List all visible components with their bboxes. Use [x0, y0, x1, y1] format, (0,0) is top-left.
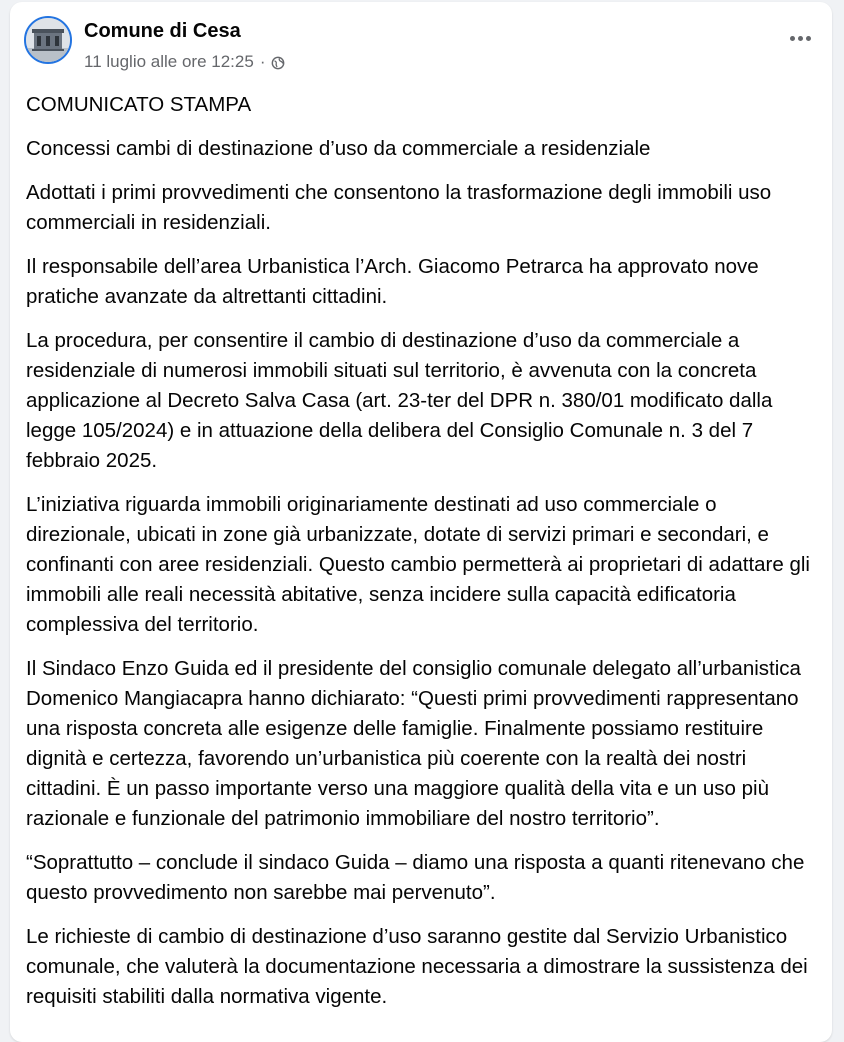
meta-separator: ·	[259, 52, 266, 71]
post-meta	[84, 52, 285, 72]
globe-icon[interactable]	[271, 55, 285, 69]
post-paragraph-heading: COMUNICATO STAMPA	[26, 93, 252, 116]
post-paragraph: L’iniziativa riguarda immobili originariamente destinati ad uso commerciale o direzionale, ubicati in zone già urbanizzate, dotate di servizi primari e secondari, e confinanti con aree residenziali. Questo cambio permetterà ai proprietari di adattare gli immobili alle reali necessità abitative, senza incidere sulla capacità edificatoria complessiva del territorio.	[26, 493, 810, 636]
post-paragraph-title: Concessi cambi di destinazione d’uso da commerciale a residenziale	[26, 137, 651, 160]
post-paragraph: Il Sindaco Enzo Guida ed il presidente del consiglio comunale delegato all’urbanistica Domenico Mangiacapra hanno dichiarato: “Questi primi provvedimenti rappresentano una risposta concreta alle esigenze delle famiglie. Finalmente possiamo restituire dignità e certezza, favorendo un’urbanistica più coerente con la realtà dei nostri cittadini. È un passo importante verso una maggiore qualità della vita e un uso più razionale e funzionale del patrimonio immobiliare del nostro territorio”.	[26, 657, 801, 830]
post-header	[24, 16, 820, 76]
post-paragraph: Le richieste di cambio di destinazione d’uso saranno gestite dal Servizio Urbanistico comunale, che valuterà la documentazione necessaria a dimostrare la sussistenza dei requisiti stabiliti dalla normativa vigente.	[26, 925, 808, 1008]
post-author[interactable]: Comune di Cesa	[84, 20, 241, 42]
post-paragraph: Adottati i primi provvedimenti che consentono la trasformazione degli immobili uso commerciali in residenziali.	[26, 181, 772, 234]
post-body	[26, 90, 826, 1026]
post-paragraph: Il responsabile dell’area Urbanistica l’Arch. Giacomo Petrarca ha approvato nove pratiche avanzate da altrettanti cittadini.	[26, 255, 759, 308]
more-options-icon[interactable]	[784, 26, 816, 50]
avatar[interactable]	[24, 16, 72, 64]
post-paragraph: “Soprattutto – conclude il sindaco Guida – diamo una risposta a quanti ritenevano che questo provvedimento non sarebbe mai pervenuto”.	[26, 851, 805, 904]
town-hall-icon	[26, 18, 70, 62]
post-card	[10, 2, 832, 1042]
post-paragraph: La procedura, per consentire il cambio di destinazione d’uso da commerciale a residenziale di numerosi immobili situati sul territorio, è avvenuta con la concreta applicazione al Decreto Salva Casa (art. 23-ter del DPR n. 380/01 modificato dalla legge 105/2024) e in attuazione della delibera del Consiglio Comunale n. 3 del 7 febbraio 2025.	[26, 329, 773, 472]
post-timestamp[interactable]: 11 luglio alle ore 12:25	[84, 52, 254, 71]
